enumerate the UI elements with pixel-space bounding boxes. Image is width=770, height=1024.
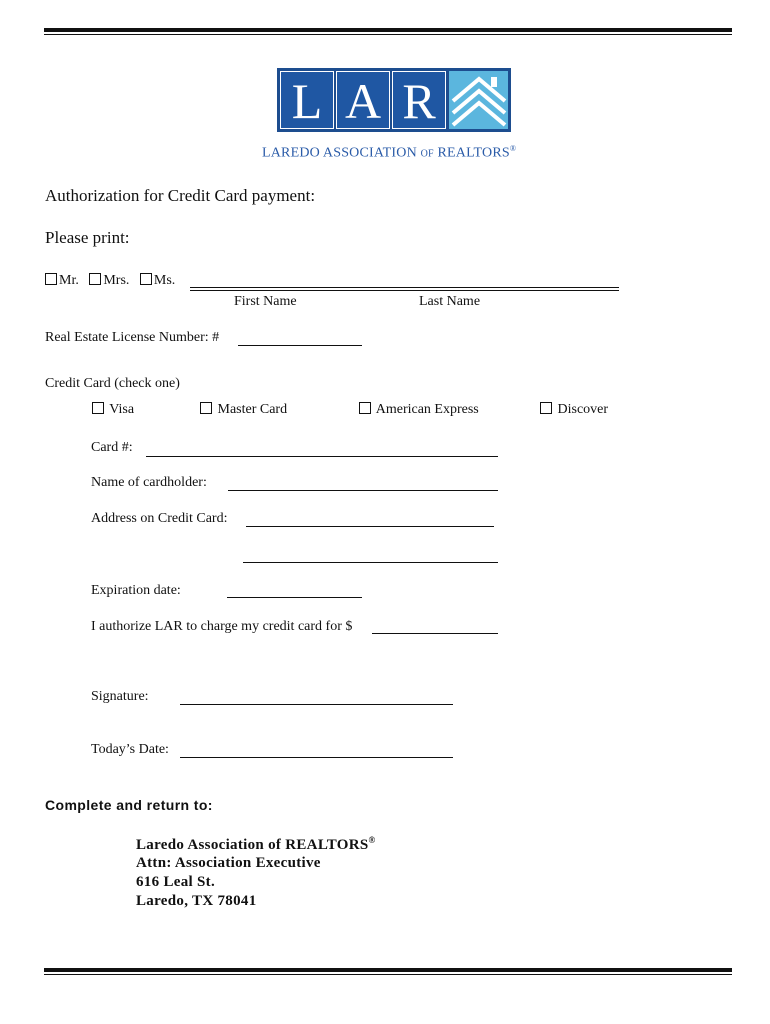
expiration-label: Expiration date: <box>91 583 181 598</box>
address-city: Laredo, TX 78041 <box>136 893 257 909</box>
first-name-label: First Name <box>234 294 297 309</box>
card-number-label: Card #: <box>91 440 133 455</box>
address-attn: Attn: Association Executive <box>136 855 321 871</box>
discover-checkbox[interactable] <box>540 402 552 414</box>
form-heading: Authorization for Credit Card payment: <box>45 186 316 205</box>
logo-letter-r: R <box>392 71 446 129</box>
visa-checkbox[interactable] <box>92 402 104 414</box>
signature-label: Signature: <box>91 689 149 704</box>
mastercard-checkbox[interactable] <box>200 402 212 414</box>
mastercard-option[interactable]: Master Card <box>200 402 287 418</box>
last-name-label: Last Name <box>419 294 481 309</box>
address-field-line-2[interactable] <box>243 562 498 563</box>
amex-option[interactable]: American Express <box>359 402 479 418</box>
address-label: Address on Credit Card: <box>91 511 228 526</box>
license-label: Real Estate License Number: # <box>45 330 220 345</box>
address-org: Laredo Association of REALTORS® <box>136 835 376 853</box>
authorize-label: I authorize LAR to charge my credit card for $ <box>91 619 353 634</box>
top-divider <box>44 28 732 35</box>
credit-card-label: Credit Card (check one) <box>45 376 180 391</box>
logo-letter-a: A <box>336 71 390 129</box>
amount-field-line[interactable] <box>372 633 498 634</box>
cardholder-label: Name of cardholder: <box>91 475 207 490</box>
name-field-line-double <box>190 290 619 291</box>
signature-field-line[interactable] <box>180 704 453 705</box>
ms-checkbox[interactable] <box>140 273 152 285</box>
mr-option[interactable]: Mr. <box>45 273 79 288</box>
date-label: Today’s Date: <box>91 742 169 757</box>
amex-checkbox[interactable] <box>359 402 371 414</box>
return-label: Complete and return to: <box>45 797 213 813</box>
logo-letter-l: L <box>280 71 334 129</box>
address-field-line-1[interactable] <box>246 526 494 527</box>
mrs-checkbox[interactable] <box>89 273 101 285</box>
name-field-line[interactable] <box>190 287 619 288</box>
mrs-option[interactable]: Mrs. <box>89 273 129 288</box>
lar-logo <box>277 68 511 132</box>
logo-caption: LAREDO ASSOCIATION OF REALTORS® <box>262 144 517 161</box>
discover-option[interactable]: Discover <box>540 402 608 418</box>
bottom-divider <box>44 968 732 975</box>
date-field-line[interactable] <box>180 757 453 758</box>
salutation-group <box>45 273 175 289</box>
please-print-label: Please print: <box>45 228 130 247</box>
mr-checkbox[interactable] <box>45 273 57 285</box>
card-number-field-line[interactable] <box>146 456 498 457</box>
license-field-line[interactable] <box>238 345 362 346</box>
expiration-field-line[interactable] <box>227 597 362 598</box>
address-street: 616 Leal St. <box>136 874 216 890</box>
ms-option[interactable]: Ms. <box>140 273 175 288</box>
cardholder-field-line[interactable] <box>228 490 498 491</box>
visa-option[interactable]: Visa <box>92 402 134 418</box>
roof-icon <box>449 71 508 129</box>
